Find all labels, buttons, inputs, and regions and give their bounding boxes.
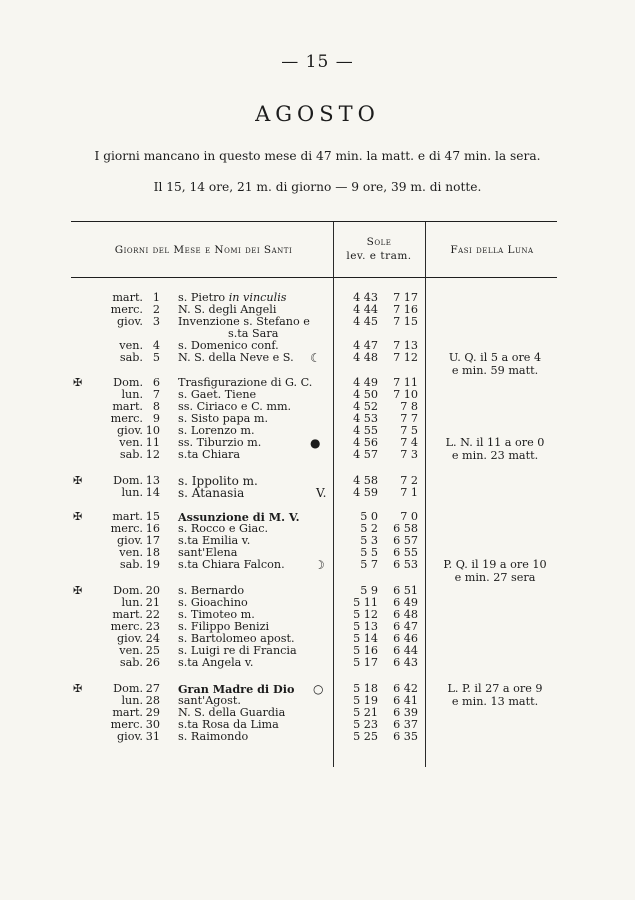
row-day-number: 7 — [152, 388, 160, 401]
moon-phase-icon: ○ — [313, 682, 324, 696]
row-day-number: 27 — [145, 682, 160, 695]
column-divider — [333, 222, 334, 767]
row-sunset: 7 5 — [400, 424, 418, 437]
row-sunset: 6 42 — [393, 682, 418, 695]
row-day-number: 11 — [145, 436, 160, 449]
row-sunrise: 5 0 — [360, 510, 378, 523]
moon-phase-line: P. Q. il 19 a ore 10 — [443, 558, 547, 571]
row-day-number: 10 — [145, 424, 160, 437]
saint-text: sant'Elena — [178, 546, 238, 559]
row-sunrise: 4 59 — [353, 486, 378, 499]
saint-text: s. Rocco e Giac. — [178, 522, 269, 535]
row-sunset: 6 35 — [393, 730, 418, 743]
saint-text: Trasfigurazione di G. C. — [178, 376, 313, 389]
row-sunset: 7 1 — [400, 486, 418, 499]
saint-text: s. Gaet. Tiene — [178, 388, 257, 401]
saint-text: s. Luigi re di Francia — [178, 644, 297, 657]
row-weekday: giov. — [116, 534, 143, 547]
row-sunset: 6 41 — [393, 694, 418, 707]
row-saint — [178, 656, 253, 670]
row-day-number: 9 — [152, 412, 160, 425]
row-sunset: 6 53 — [393, 558, 418, 571]
row-sunset: 6 57 — [393, 534, 418, 547]
row-sunset: 7 15 — [393, 315, 418, 328]
cross-icon: ✠ — [73, 510, 83, 523]
row-sunrise: 4 57 — [353, 448, 378, 461]
row-sunrise: 5 12 — [353, 608, 378, 621]
row-sunset: 6 46 — [393, 632, 418, 645]
row-weekday: lun. — [121, 694, 143, 707]
saint-text: N. S. degli Angeli — [178, 303, 277, 316]
header-moon: Fasi della Luna — [450, 244, 534, 256]
row-weekday: merc. — [110, 620, 143, 633]
row-day-number: 23 — [145, 620, 160, 633]
row-sunrise: 4 58 — [353, 474, 378, 487]
saint-text: s. Sisto papa m. — [178, 412, 269, 425]
saint-text: Assunzione di M. V. — [178, 510, 300, 524]
row-sunset: 6 48 — [393, 608, 418, 621]
row-day-number: 8 — [152, 400, 160, 413]
row-weekday: sab. — [119, 558, 143, 571]
saint-text: N. S. della Guardia — [178, 706, 286, 719]
row-day-number: 3 — [152, 315, 160, 328]
row-sunrise: 4 45 — [353, 315, 378, 328]
daylight-note: I giorni mancano in questo mese di 47 min. la matt. e di 47 min. la sera. — [94, 149, 541, 163]
row-day-number: 2 — [152, 303, 160, 316]
page-number: — 15 — — [281, 52, 354, 72]
row-day-number: 13 — [145, 474, 160, 487]
moon-phase-icon: ● — [310, 436, 321, 450]
row-weekday: giov. — [116, 315, 143, 328]
saint-text: s. Domenico conf. — [178, 339, 279, 352]
saint-text: ss. Tiburzio m. — [178, 436, 262, 449]
row-weekday: mart. — [112, 706, 143, 719]
row-day-number: 31 — [145, 730, 160, 743]
row-day-number: 24 — [145, 632, 160, 645]
row-sunset: 7 16 — [393, 303, 418, 316]
row-saint — [178, 558, 285, 572]
row-day-number: 4 — [152, 339, 160, 352]
moon-phase-line: L. P. il 27 a ore 9 — [447, 682, 543, 695]
row-sunset: 6 43 — [393, 656, 418, 669]
saint-text: s.ta Angela v. — [178, 656, 254, 669]
cross-icon: ✠ — [73, 474, 83, 487]
row-sunset: 6 39 — [393, 706, 418, 719]
row-sunrise: 5 3 — [360, 534, 378, 547]
row-sunrise: 5 18 — [353, 682, 378, 695]
row-sunrise: 5 19 — [353, 694, 378, 707]
row-day-number: 16 — [145, 522, 160, 535]
row-day-number: 20 — [145, 584, 160, 597]
saint-text: s. Lorenzo m. — [178, 424, 255, 437]
row-weekday: giov. — [116, 730, 143, 743]
cross-icon: ✠ — [73, 584, 83, 597]
row-sunrise: 5 13 — [353, 620, 378, 633]
month-title: AGOSTO — [255, 102, 380, 126]
moon-phase-line: e min. 13 matt. — [451, 695, 539, 708]
row-weekday: sab. — [119, 448, 143, 461]
row-saint — [178, 448, 240, 462]
saint-text: s. Timoteo m. — [178, 608, 255, 621]
row-weekday: merc. — [110, 412, 143, 425]
saint-text: s.ta Chiara Falcon. — [178, 558, 285, 571]
row-sunset: 6 44 — [393, 644, 418, 657]
row-sunset: 7 13 — [393, 339, 418, 352]
row-sunrise: 4 53 — [353, 412, 378, 425]
row-sunrise: 4 47 — [353, 339, 378, 352]
row-sunrise: 4 55 — [353, 424, 378, 437]
row-sunset: 7 3 — [400, 448, 418, 461]
row-sunrise: 5 5 — [360, 546, 378, 559]
saint-text: s.ta Rosa da Lima — [178, 718, 279, 731]
row-saint — [178, 730, 248, 744]
saint-text: s. Pietro — [178, 291, 229, 304]
row-sunset: 7 8 — [400, 400, 418, 413]
row-weekday: sab. — [119, 351, 143, 364]
row-sunrise: 5 17 — [353, 656, 378, 669]
row-day-number: 25 — [145, 644, 160, 657]
row-sunset: 6 51 — [393, 584, 418, 597]
row-sunrise: 5 23 — [353, 718, 378, 731]
row-sunrise: 5 7 — [360, 558, 378, 571]
row-sunrise: 5 2 — [360, 522, 378, 535]
saint-text: s. Raimondo — [178, 730, 249, 743]
row-sunset: 7 7 — [400, 412, 418, 425]
header-sun: Sole — [366, 236, 392, 248]
cross-icon: ✠ — [73, 376, 83, 389]
column-divider — [425, 222, 426, 767]
saint-text: N. S. della Neve e S. — [178, 351, 294, 364]
saint-text: s.ta Chiara — [178, 448, 241, 461]
row-weekday: merc. — [110, 303, 143, 316]
row-sunset: 7 17 — [393, 291, 418, 304]
row-weekday: merc. — [110, 522, 143, 535]
row-weekday: lun. — [121, 486, 143, 499]
saint-text: s. Ippolito m. — [178, 474, 258, 488]
row-day-number: 6 — [152, 376, 160, 389]
row-day-number: 26 — [145, 656, 160, 669]
saint-text: Gran Madre di Dio — [178, 682, 295, 696]
row-weekday: Dom. — [113, 584, 143, 597]
row-day-number: 15 — [145, 510, 160, 523]
row-day-number: 19 — [145, 558, 160, 571]
saint-text: s. Filippo Benizi — [178, 620, 270, 633]
row-weekday: mart. — [112, 608, 143, 621]
row-weekday: ven. — [119, 436, 143, 449]
row-sunset: 7 10 — [393, 388, 418, 401]
row-sunset: 6 49 — [393, 596, 418, 609]
row-weekday: mart. — [112, 400, 143, 413]
row-weekday: mart. — [112, 510, 143, 523]
moon-phase-line: e min. 23 matt. — [451, 449, 539, 462]
moon-phase-line: e min. 59 matt. — [451, 364, 539, 377]
day-length-note: Il 15, 14 ore, 21 m. di giorno — 9 ore, 39 m. di notte. — [153, 180, 482, 194]
row-day-number: 17 — [145, 534, 160, 547]
row-sunrise: 4 52 — [353, 400, 378, 413]
row-weekday: Dom. — [113, 376, 143, 389]
row-weekday: Dom. — [113, 474, 143, 487]
row-sunset: 7 11 — [393, 376, 418, 389]
saint-text: s.ta Sara — [228, 327, 279, 340]
row-day-number: 21 — [145, 596, 160, 609]
row-sunrise: 5 21 — [353, 706, 378, 719]
row-weekday: lun. — [121, 388, 143, 401]
header-saints: Giorni del Mese e Nomi dei Santi — [114, 244, 293, 256]
saint-text: s. Atanasia — [178, 486, 245, 500]
row-sunrise: 4 44 — [353, 303, 378, 316]
row-weekday: giov. — [116, 424, 143, 437]
row-sunset: 7 4 — [400, 436, 418, 449]
row-day-number: 18 — [145, 546, 160, 559]
row-weekday: ven. — [119, 339, 143, 352]
row-day-number: 12 — [145, 448, 160, 461]
row-sunset: 6 37 — [393, 718, 418, 731]
saint-italic-text: in vinculis — [228, 291, 287, 304]
row-sunrise: 4 49 — [353, 376, 378, 389]
row-sunrise: 5 25 — [353, 730, 378, 743]
saint-text: sant'Agost. — [178, 694, 241, 707]
row-day-number: 5 — [152, 351, 160, 364]
saint-text: s. Bartolomeo apost. — [178, 632, 295, 645]
row-sunrise: 4 50 — [353, 388, 378, 401]
saint-text: s.ta Emilia v. — [178, 534, 251, 547]
saint-text: s. Bernardo — [178, 584, 245, 597]
row-day-number: 1 — [152, 291, 160, 304]
row-weekday: ven. — [119, 644, 143, 657]
row-weekday: giov. — [116, 632, 143, 645]
row-sunrise: 5 16 — [353, 644, 378, 657]
row-weekday: mart. — [112, 291, 143, 304]
cross-icon: ✠ — [73, 682, 83, 695]
row-weekday: lun. — [121, 596, 143, 609]
row-sunrise: 5 11 — [353, 596, 378, 609]
row-sunrise: 4 48 — [353, 351, 378, 364]
saint-text: s. Gioachino — [178, 596, 248, 609]
saint-text: ss. Ciriaco e C. mm. — [178, 400, 292, 413]
row-sunset: 6 55 — [393, 546, 418, 559]
moon-phase-line: L. N. il 11 a ore 0 — [445, 436, 545, 449]
row-day-number: 29 — [145, 706, 160, 719]
row-saint — [178, 351, 294, 365]
row-sunset: 7 2 — [400, 474, 418, 487]
row-sunset: 6 47 — [393, 620, 418, 633]
row-weekday: merc. — [110, 718, 143, 731]
row-sunrise: 4 56 — [353, 436, 378, 449]
row-day-number: 28 — [145, 694, 160, 707]
row-sunset: 6 58 — [393, 522, 418, 535]
row-sunrise: 5 14 — [353, 632, 378, 645]
row-saint — [178, 486, 244, 500]
letter-mark: V. — [316, 486, 327, 500]
row-weekday: ven. — [119, 546, 143, 559]
row-day-number: 30 — [145, 718, 160, 731]
row-day-number: 22 — [145, 608, 160, 621]
header-bottom-rule — [71, 277, 557, 278]
moon-phase-icon: ☾ — [310, 351, 321, 365]
row-sunset: 7 0 — [400, 510, 418, 523]
saint-text: Invenzione s. Stefano e — [178, 315, 310, 328]
moon-phase-line: U. Q. il 5 a ore 4 — [448, 351, 542, 364]
row-day-number: 14 — [145, 486, 160, 499]
table-top-rule — [71, 221, 557, 222]
row-sunset: 7 12 — [393, 351, 418, 364]
row-weekday: Dom. — [113, 682, 143, 695]
header-sun-sub: lev. e tram. — [346, 250, 412, 262]
moon-phase-icon: ☽ — [314, 558, 325, 572]
row-sunrise: 4 43 — [353, 291, 378, 304]
row-weekday: sab. — [119, 656, 143, 669]
row-sunrise: 5 9 — [360, 584, 378, 597]
moon-phase-line: e min. 27 sera — [454, 571, 536, 584]
